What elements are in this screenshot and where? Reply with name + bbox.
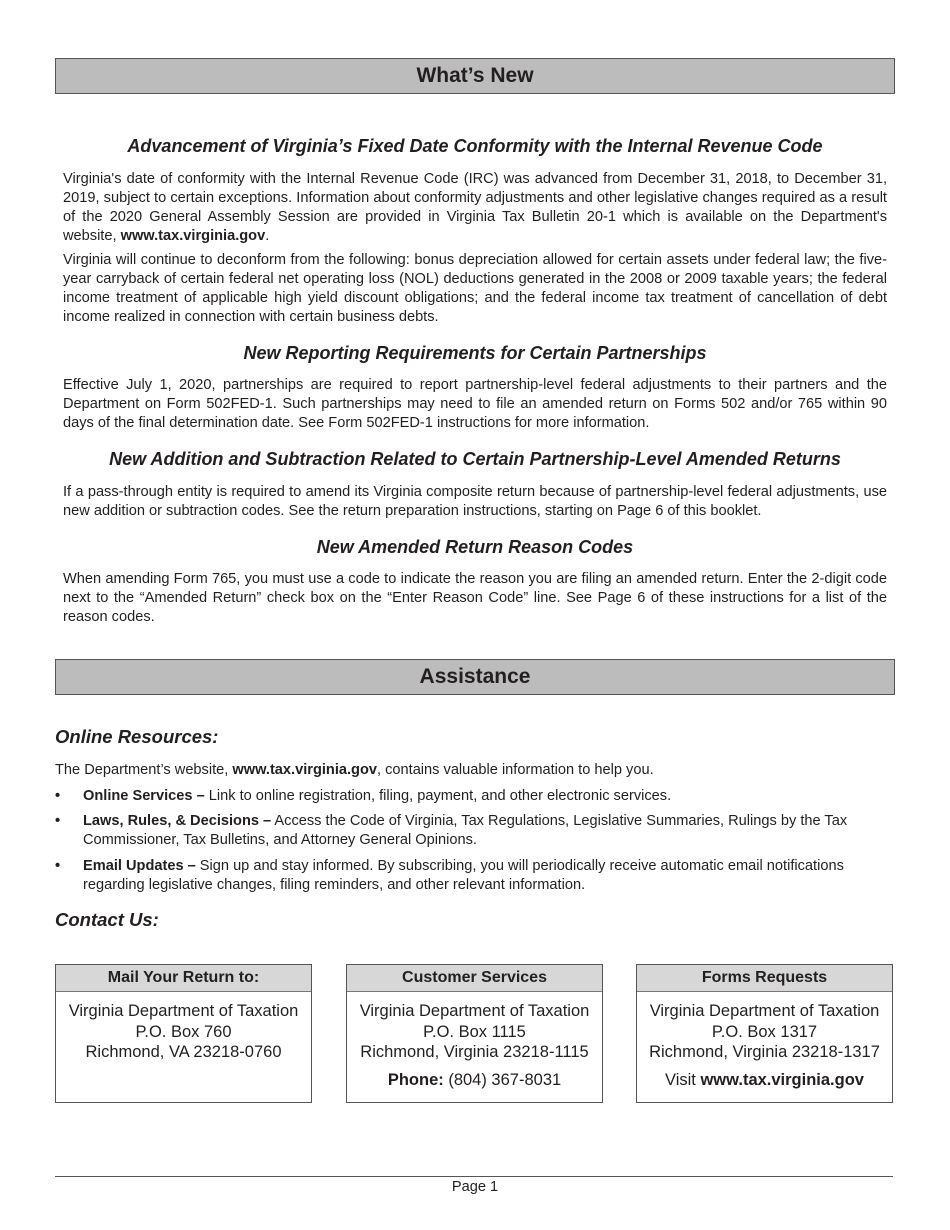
- contact-us-heading: Contact Us:: [55, 909, 159, 930]
- box-line: Virginia Department of Taxation: [359, 1002, 590, 1020]
- box-line: P.O. Box 760: [135, 1022, 232, 1041]
- bullet-email-updates: • Email Updates – Sign up and stay informed. By subscribing, you will periodically receive automatic email notifications regarding legislative changes, filing reminders, and other relevant information.: [55, 858, 844, 893]
- assistance-title: Assistance: [419, 665, 531, 688]
- whats-new-banner: [55, 58, 895, 94]
- section-heading-reason-codes: New Amended Return Reason Codes: [316, 537, 634, 557]
- online-resources-heading: Online Resources:: [55, 726, 219, 747]
- box-title: Mail Your Return to:: [56, 965, 311, 992]
- box-line: Richmond, VA 23218-0760: [85, 1043, 282, 1061]
- assistance-banner: [55, 659, 895, 695]
- footer-divider: [55, 1176, 893, 1177]
- whats-new-title: What’s New: [416, 64, 534, 87]
- box-line: P.O. Box 1115: [423, 1022, 526, 1041]
- paragraph-conformity-2: Virginia will continue to deconform from the following: bonus depreciation allowed for certain assets under federal law; the five-year carryback of certain federal net operating loss (NOL) deductions generated in the 2008 or 2009 taxable years; the federal income treatment of applicable high yield discount obligations; and the federal income tax treatment of cancellation of debt income realized in connection with certain business debts.: [63, 252, 887, 325]
- phone-line: [347, 1070, 602, 1091]
- online-resources-intro: The Department’s website, www.tax.virginia.gov, contains valuable information to help you.: [55, 762, 654, 778]
- website-link: www.tax.virginia.gov: [232, 762, 377, 778]
- bullet-online-services: • Online Services – Link to online registration, filing, payment, and other electronic services.: [55, 788, 672, 804]
- paragraph-reason-codes: When amending Form 765, you must use a code to indicate the reason you are filing an amended return. Enter the 2-digit code next to the “Amended Return” check box on the “Enter Reason Code” line. See Page 6 of these instructions for a list of the reason codes.: [63, 571, 887, 625]
- box-line: P.O. Box 1317: [711, 1022, 818, 1041]
- contact-box-customer-services: [346, 964, 603, 1103]
- paragraph-reporting: Effective July 1, 2020, partnerships are required to report partnership-level federal adjustments to their partners and the Department on Form 502FED-1. Such partnerships may need to file an amended return on Forms 502 and/or 765 within 90 days of the final determination date. See Form 502FED-1 instructions for more information.: [63, 377, 887, 431]
- phone-number: (804) 367-8031: [443, 1070, 562, 1089]
- section-heading-addition-subtraction: New Addition and Subtraction Related to Certain Partnership-Level Amended Returns: [109, 449, 841, 469]
- website-link: www.tax.virginia.gov: [700, 1070, 864, 1089]
- page-number: Page 1: [451, 1179, 499, 1195]
- box-line: Virginia Department of Taxation: [68, 1002, 299, 1020]
- contact-box-forms-requests: [636, 964, 893, 1103]
- bullet-label: Email Updates –: [83, 858, 196, 874]
- paragraph-addition-subtraction: If a pass-through entity is required to amend its Virginia composite return because of partnership-level federal adjustments, use new addition or subtraction codes. See the return preparation instructions, starting on Page 6 of this booklet.: [63, 484, 887, 519]
- box-line: Richmond, Virginia 23218-1317: [649, 1043, 880, 1061]
- phone-label: Phone:: [387, 1070, 444, 1089]
- box-title: Forms Requests: [637, 965, 892, 992]
- box-line: Richmond, Virginia 23218-1115: [360, 1043, 589, 1061]
- website-link: www.tax.virginia.gov: [120, 228, 266, 244]
- paragraph-conformity-1: Virginia's date of conformity with the Internal Revenue Code (IRC) was advanced from December 31, 2018, to December 31, 2019, subject to certain exceptions. Information about conformity adjustments and other legislative changes required as a result of the 2020 General Assembly Session are provided in Virginia Tax Bulletin 20-1 which is available on the Department's website, www.tax.virginia.gov.: [63, 171, 887, 244]
- bullet-label: Online Services –: [83, 788, 205, 804]
- bullet-icon: •: [55, 813, 61, 829]
- box-title: Customer Services: [347, 965, 602, 992]
- bullet-icon: •: [55, 788, 61, 804]
- box-line: Virginia Department of Taxation: [649, 1002, 880, 1020]
- visit-line: Visit www.tax.virginia.gov: [665, 1070, 864, 1089]
- bullet-icon: •: [55, 858, 61, 874]
- bullet-laws-rules: • Laws, Rules, & Decisions – Access the Code of Virginia, Tax Regulations, Legislative Summaries, Rulings by the Tax Commissioner, Tax Bulletins, and Attorney General Opinions.: [55, 813, 848, 848]
- section-heading-reporting: New Reporting Requirements for Certain Partnerships: [243, 343, 707, 363]
- contact-box-mail-return: [55, 964, 312, 1103]
- section-heading-conformity: Advancement of Virginia’s Fixed Date Conformity with the Internal Revenue Code: [127, 136, 823, 156]
- bullet-label: Laws, Rules, & Decisions –: [83, 813, 272, 829]
